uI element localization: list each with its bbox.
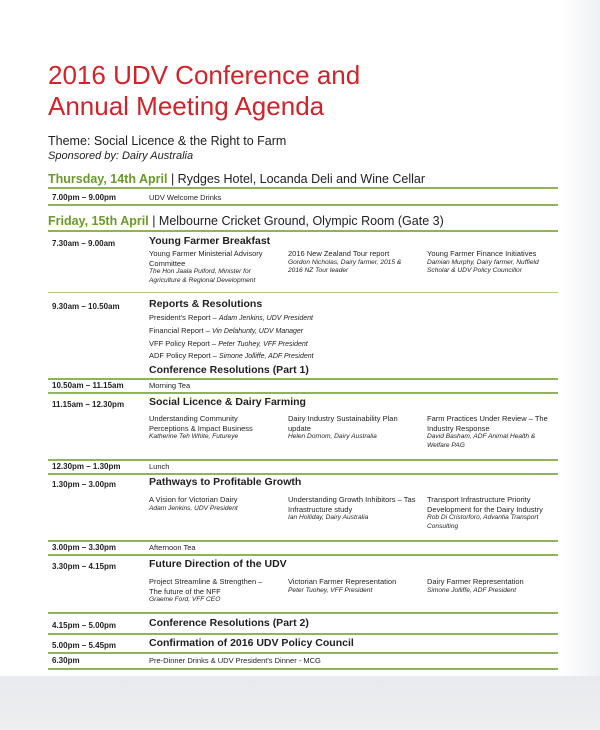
sub-session-title: 2016 New Zealand Tour report [288,249,390,258]
divider [48,292,558,293]
session-time: 4.15pm – 5.00pm [52,621,117,630]
report-title: President's Report – [149,313,219,322]
sub-session-speaker: Damian Murphy, Dairy farmer, Nuffield Scholar & UDV Policy Councillor [427,258,539,274]
report-line [149,313,313,322]
page-title [48,60,568,122]
divider [48,652,558,654]
divider [48,230,558,232]
report-presenter: Adam Jenkins, UDV President [218,315,313,322]
session-label: Afternoon Tea [149,543,196,552]
session-time: 1.30pm – 3.00pm [52,480,117,489]
session-heading: Social Licence & Dairy Farming [149,396,306,408]
sub-session-speaker: Katherine Teh White, Futureye [149,433,239,440]
session-heading: Young Farmer Breakfast [149,235,271,247]
theme-text: Theme: Social Licence & the Right to Farm [48,134,287,148]
sub-session-title: Young Farmer Ministerial Advisory Committee [149,249,263,268]
session-label: Morning Tea [149,381,191,390]
sub-session-title: Victorian Farmer Representation [288,577,397,586]
sub-session-speaker: David Basham, ADF Animal Health & Welfare PAG [427,433,536,449]
divider [48,392,558,394]
sub-session-speaker: Simone Jolliffe, ADF President [427,586,517,594]
session-heading: Pathways to Profitable Growth [149,476,302,488]
sub-session-speaker: The Hon Jaala Pulford, Minister for Agriculture & Regional Development [149,268,256,284]
report-line [149,351,314,360]
session-heading: Confirmation of 2016 UDV Policy Council [149,637,354,649]
sub-session-speaker: Adam Jenkins, UDV President [149,504,238,512]
divider [48,459,558,461]
session-time: 10.50am – 11.15am [52,381,124,390]
sub-session-title: Understanding Growth Inhibitors – Tas Infrastructure study [288,495,416,514]
divider [48,668,558,670]
session-time: 5.00pm – 5.45pm [52,641,117,650]
session-time: 9.30am – 10.50am [52,302,120,311]
sub-session-title: Understanding Community Perceptions & Impact Business [149,414,253,433]
sub-session-title: Farm Practices Under Review – The Industry Response [427,414,548,433]
sub-session-speaker: Peter Tuohey, VFF President [288,586,373,594]
title-line-1: 2016 UDV Conference and [48,60,361,90]
sub-session [427,249,552,276]
report-title: VFF Policy Report – [149,339,219,348]
sub-session-speaker: Gordon Nicholas, Dairy farmer, 2015 & 2016 NZ Tour leader [288,258,402,274]
report-title: ADF Policy Report – [149,351,220,360]
sub-session [288,495,416,523]
session-heading: Conference Resolutions (Part 1) [149,364,309,376]
session-label: UDV Welcome Drinks [149,193,222,202]
sub-session-title: Dairy Farmer Representation [427,577,524,586]
divider [48,473,558,475]
session-heading: Reports & Resolutions [149,298,263,310]
divider [48,554,558,556]
session-time: 12.30pm – 1.30pm [52,462,121,471]
report-presenter: Vin Delahunty, UDV Manager [211,328,304,335]
sub-session-title: Project Streamline & Strengthen – The future of the NFF [149,577,263,596]
report-title: Financial Report – [149,326,212,335]
divider [48,378,558,380]
sub-session-speaker: Ian Holliday, Dairy Australia [288,514,369,521]
footer-band [0,676,600,730]
divider [48,540,558,542]
session-time: 7.00pm – 9.00pm [52,193,117,202]
sub-session-title: Transport Infrastructure Priority Development for the Dairy Industry [427,495,543,514]
sub-session [427,414,552,450]
session-heading: Future Direction of the UDV [149,558,287,570]
divider [48,187,558,189]
session-time: 7.30am – 9.00am [52,239,116,248]
report-presenter: Simone Jolliffe, ADF President [219,353,314,360]
session-time: 3.00pm – 3.30pm [52,543,117,552]
sub-session-title: Young Farmer Finance Initiatives [427,249,537,258]
title-line-2: Annual Meeting Agenda [48,91,325,121]
sub-session [288,414,413,442]
divider [48,612,558,614]
report-presenter: Peter Tuohey, VFF President [218,341,308,348]
report-line [149,326,303,335]
sub-session [288,577,413,595]
sub-session-title: Dairy Industry Sustainability Plan update [288,414,398,433]
session-label: Pre-Dinner Drinks & UDV President's Dinner - MCG [149,656,321,665]
session-time: 3.30pm – 4.15pm [52,562,117,571]
day-name: Thursday, 14th April [48,172,168,186]
sub-session-title: A Vision for Victorian Dairy [149,495,238,504]
sub-session [427,577,552,595]
sub-session-speaker: Rob Di Cristorforo, Advantia Transport Consulting [427,514,539,530]
divider [48,633,558,635]
day-venue: | Rydges Hotel, Locanda Deli and Wine Cellar [167,172,426,186]
divider [48,204,558,206]
day-venue: | Melbourne Cricket Ground, Olympic Room (Gate 3) [148,214,444,228]
sub-session-speaker: Graeme Ford, VFF CEO [149,596,221,603]
session-time: 11.15am – 12.30pm [52,400,125,409]
session-label: Lunch [149,462,170,471]
report-line [149,339,308,348]
day-header-friday [48,214,444,228]
sponsor-text: Sponsored by: Dairy Australia [48,150,194,162]
day-header-thursday [48,172,425,186]
sub-session [149,495,274,513]
sub-session [149,249,274,285]
sub-session [427,495,557,531]
sub-session-speaker: Helen Dornom, Dairy Australia [288,433,377,440]
day-name: Friday, 15th April [48,214,149,228]
sub-session [149,577,274,605]
sub-session [288,249,413,276]
sub-session [149,414,274,442]
session-time: 6.30pm [52,656,80,665]
session-heading: Conference Resolutions (Part 2) [149,617,309,629]
